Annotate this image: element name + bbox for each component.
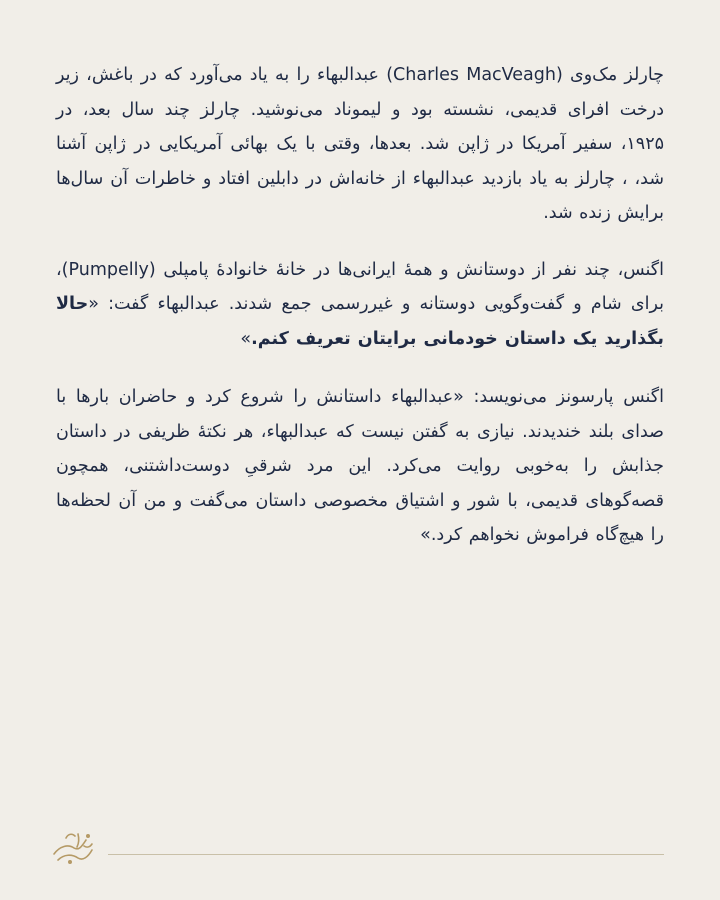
paragraph-1-text: چارلز مک‌وی (Charles MacVeagh) عبدالبهاء را به یاد می‌آورد که در باغش، زیر درخت افرای قدیمی، نشسته بود و لیموناد می‌نوشید. چارلز چند سال بعد، در ۱۹۲۵، سفیر آمریکا در ژاپن شد. بعدها، وقتی با یک بهائی آمریکایی در ژاپن آشنا شد، ، چارلز به یاد بازدید عبدالبهاء از خانه‌اش در دابلین افتاد و خاطرات آن سال‌ها برایش زنده شد. xyxy=(56,65,664,223)
paragraph-1 xyxy=(56,58,664,231)
paragraph-3-text: اگنس پارسونز می‌نویسد: «عبدالبهاء داستانش را شروع کرد و حاضران بارها با صدای بلند خندیدند. نیازی به گفتن نیست که عبدالبهاء، هر نکتهٔ ظریفی در داستان جذابش را به‌خوبی روایت می‌کرد. این مرد شرقیِ دوست‌داشتنی، همچون قصه‌گوهای قدیمی، با شور و اشتیاق مخصوصی داستان می‌گفت و من آن لحظه‌ها را هیچ‌گاه فراموش نخواهم کرد.» xyxy=(56,387,664,545)
paragraph-2 xyxy=(56,253,664,357)
paragraph-3 xyxy=(56,380,664,553)
page-footer xyxy=(48,824,664,872)
paragraph-2-text: اگنس، چند نفر از دوستانش و همهٔ ایرانی‌ها در خانهٔ خانوادهٔ پامپلی (Pumpelly)، برای شام و گفت‌وگویی دوستانه و غیررسمی جمع شدند. عبدالبهاء گفت: « xyxy=(56,259,664,314)
article-body xyxy=(56,58,664,575)
paragraph-2-closing-quote: » xyxy=(240,328,252,349)
calligraphy-signature-logo-icon xyxy=(48,824,100,872)
paragraph-2-quote-bold: حالا بگذارید یک داستان خودمانی برایتان تعریف کنم. xyxy=(56,294,664,349)
footer-divider xyxy=(108,854,664,855)
